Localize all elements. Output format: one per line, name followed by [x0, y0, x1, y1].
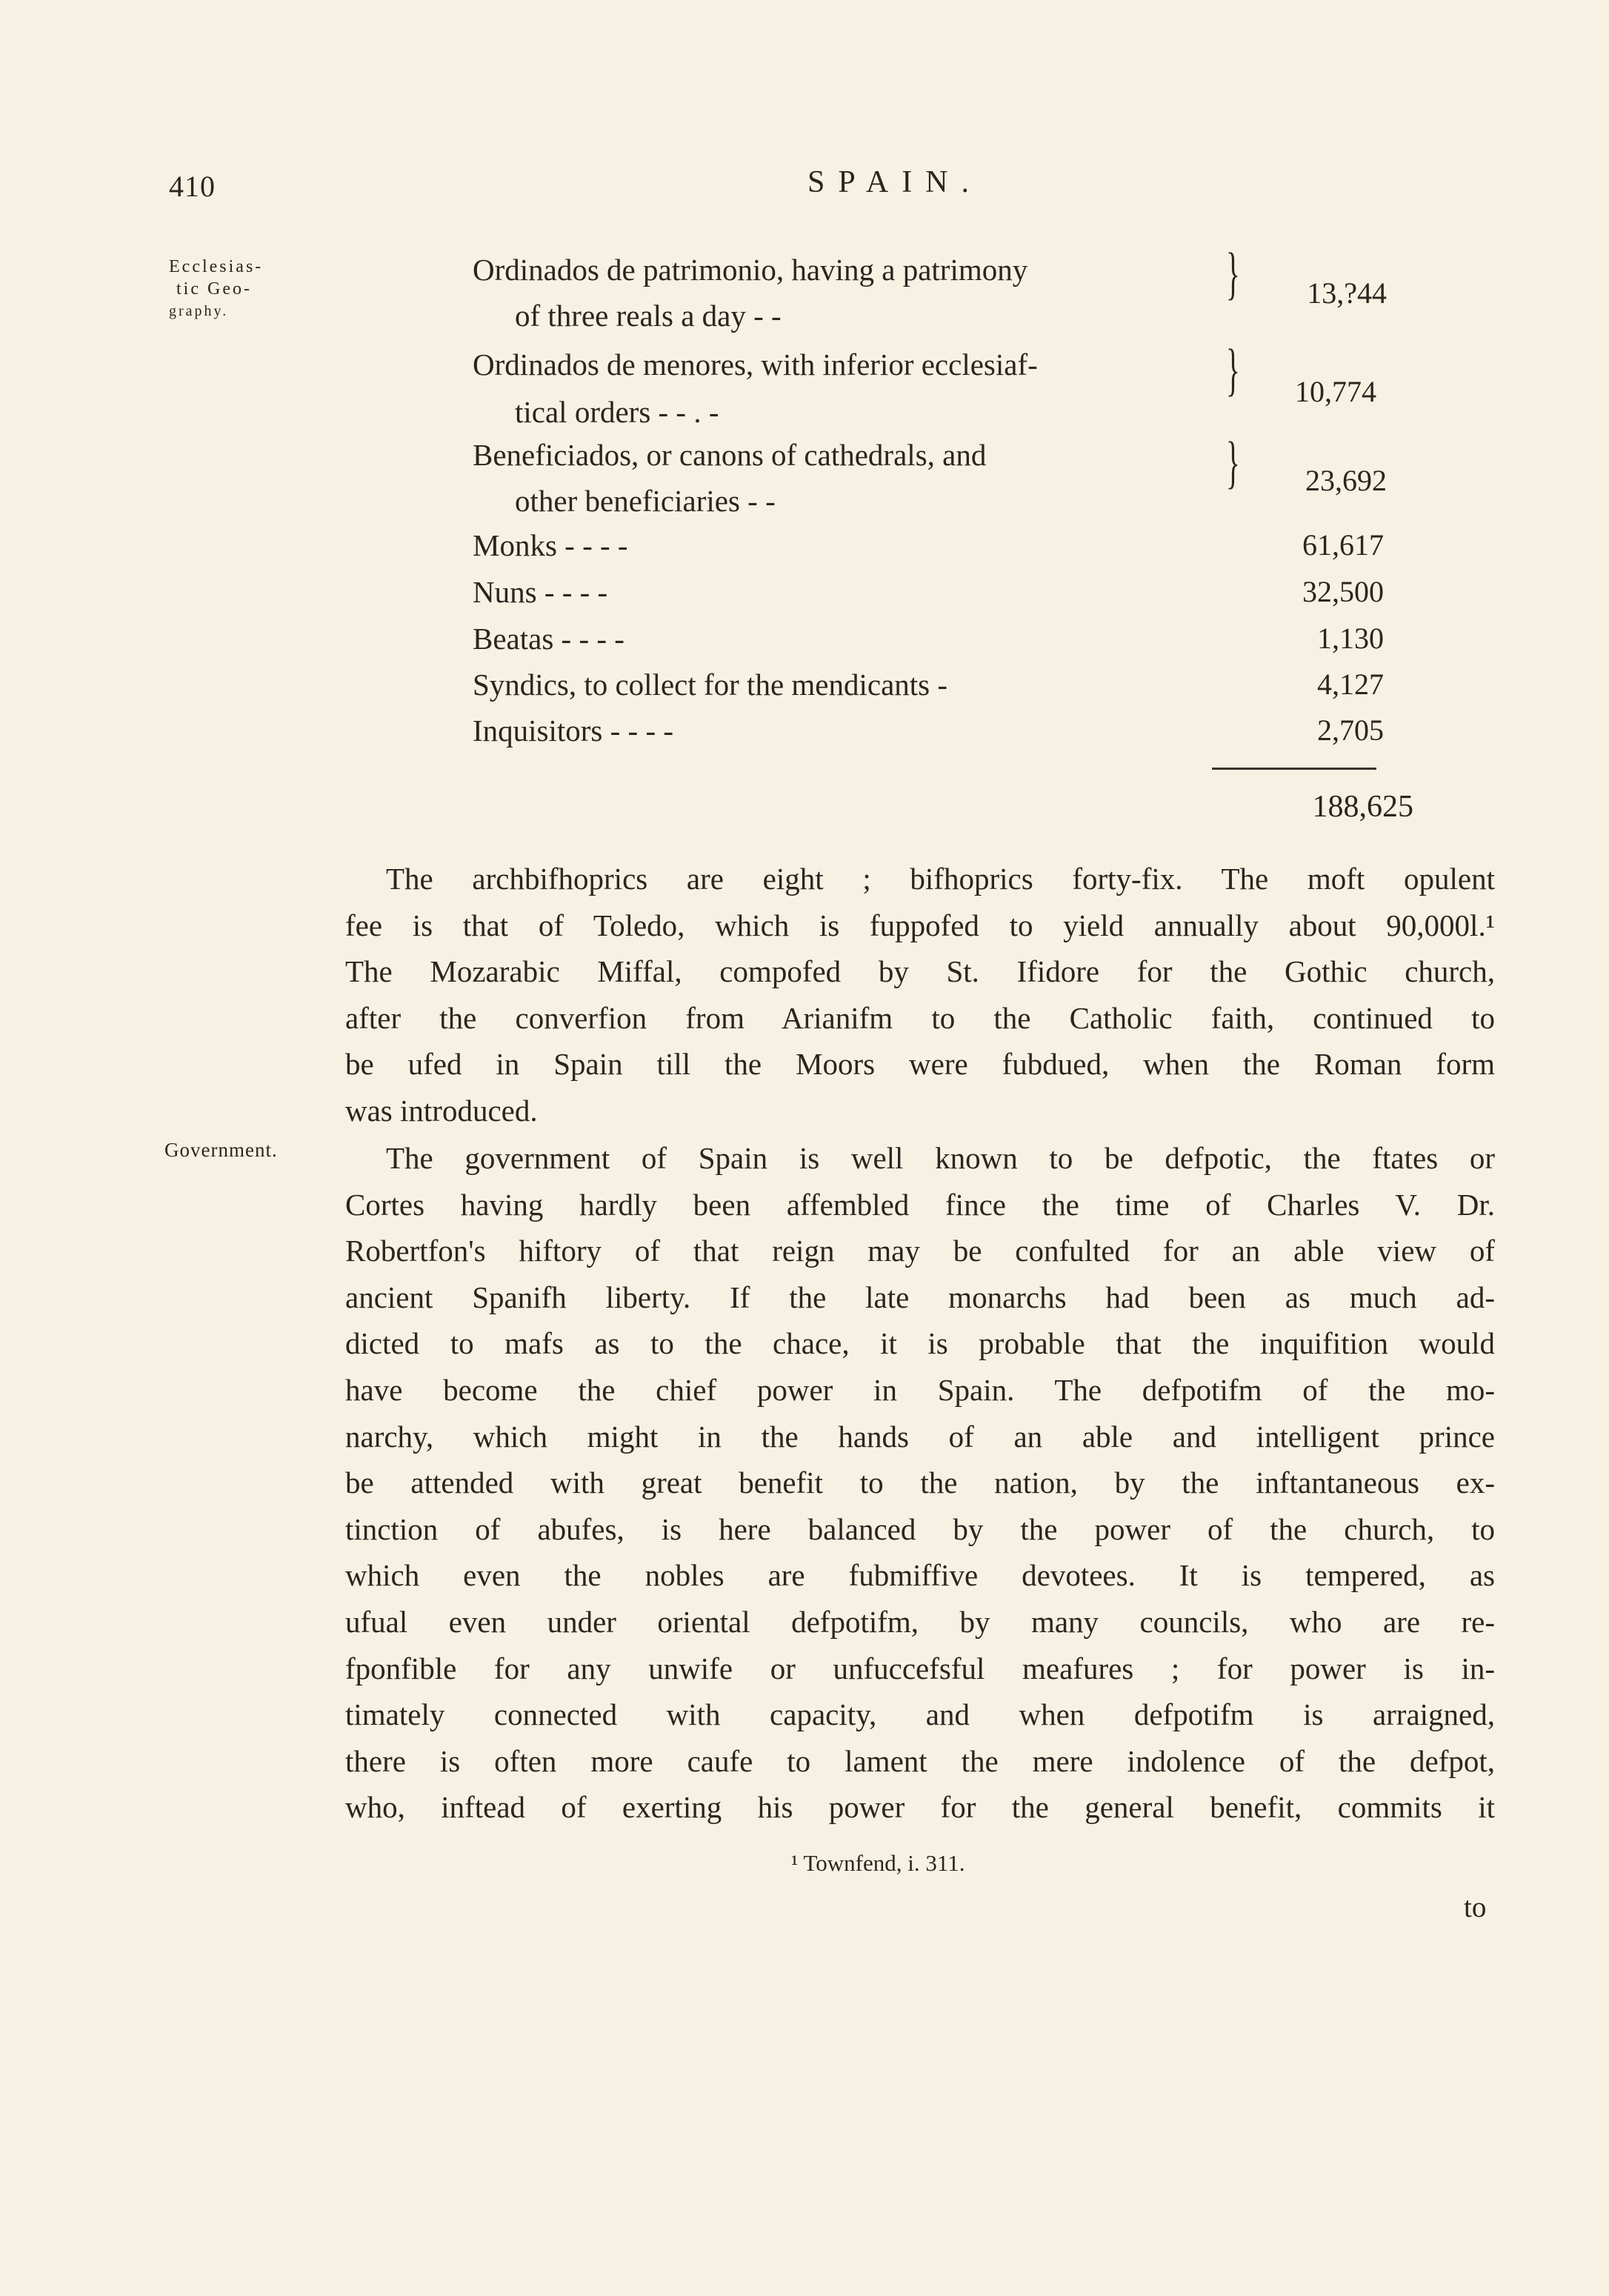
text-line: The government of Spain is well known to be defpotic, the ftates or: [386, 1141, 1495, 1175]
running-title: SPAIN.: [807, 165, 983, 199]
text-line: The Mozarabic Miffal, compofed by St. Ifidore for the Gothic church,: [345, 954, 1495, 989]
table-row-label: Syndics, to collect for the mendicants -: [473, 668, 948, 702]
table-row-value: 61,617: [1302, 528, 1384, 562]
sidenote-line: tic Geo-: [176, 279, 252, 299]
text-line: have become the chief power in Spain. The defpotifm of the mo-: [345, 1372, 1495, 1407]
paragraph-government: [345, 1135, 1495, 1831]
table-row-label: Nuns - - - -: [473, 575, 608, 609]
text-line: The archbifhoprics are eight ; bifhoprics forty-fix. The moft opulent: [386, 862, 1495, 896]
text-line: Robertfon's hiftory of that reign may be confulted for an able view of: [345, 1234, 1495, 1268]
table-row-label: Monks - - - -: [473, 528, 628, 562]
table-row-label: Ordinados de menores, with inferior ecclesiaf-: [473, 347, 1038, 382]
table-row-value: 1,130: [1317, 622, 1384, 655]
table-row-value: 13,?44: [1307, 276, 1387, 310]
table-row-label: Beatas - - - -: [473, 622, 624, 656]
table-row-value: 2,705: [1317, 713, 1384, 747]
table-row-label: Inquisitors - - - -: [473, 713, 674, 748]
text-line: dicted to mafs as to the chace, it is probable that the inquifition would: [345, 1326, 1495, 1361]
sum-rule: [1212, 768, 1376, 770]
table-row-value: 32,500: [1302, 575, 1384, 608]
table-row-value: 10,774: [1295, 375, 1376, 408]
sidenote-line: graphy.: [169, 303, 229, 319]
text-line: ufual even under oriental defpotifm, by many councils, who are re-: [345, 1604, 1495, 1639]
text-line: Cortes having hardly been affembled fince the time of Charles V. Dr.: [345, 1187, 1495, 1222]
table-row-label: tical orders - - . -: [515, 395, 719, 429]
text-line: timately connected with capacity, and when defpotifm is arraigned,: [345, 1697, 1495, 1732]
text-line: tinction of abufes, is here balanced by the power of the church, to: [345, 1511, 1495, 1546]
brace: }: [1226, 337, 1240, 402]
table-row-value: 4,127: [1317, 668, 1384, 701]
table-row-label: Ordinados de patrimonio, having a patrimony: [473, 253, 1028, 287]
table-total: 188,625: [1312, 790, 1413, 824]
text-line: after the converfion from Arianifm to the Catholic faith, continued to: [345, 1000, 1495, 1035]
brace: }: [1226, 430, 1240, 494]
sidenote-government: Government.: [164, 1139, 278, 1161]
text-line: fee is that of Toledo, which is fuppofed to yield annually about 90,000l.¹: [345, 908, 1495, 942]
text-line: fponfible for any unwife or unfuccefsful meafures ; for power is in-: [345, 1651, 1495, 1686]
text-line: be attended with great benefit to the nation, by the inftantaneous ex-: [345, 1465, 1495, 1500]
text-line: there is often more caufe to lament the mere indolence of the defpot,: [345, 1743, 1495, 1778]
sidenote-ecclesiastic-geography: [169, 256, 263, 322]
table-row-label: other beneficiaries - -: [515, 484, 776, 518]
paragraph-archbishoprics: [345, 856, 1495, 1134]
text-line: which even the nobles are fubmiffive devotees. It is tempered, as: [345, 1558, 1495, 1593]
text-line: was introduced.: [345, 1093, 538, 1128]
text-line: narchy, which might in the hands of an able and intelligent prince: [345, 1419, 1495, 1454]
text-line: who, inftead of exerting his power for the general benefit, commits it: [345, 1790, 1495, 1825]
footnote: ¹ Townfend, i. 311.: [791, 1850, 965, 1876]
text-line: be ufed in Spain till the Moors were fubdued, when the Roman form: [345, 1047, 1495, 1082]
catchword: to: [1464, 1891, 1487, 1923]
text-line: ancient Spanifh liberty. If the late monarchs had been as much ad-: [345, 1280, 1495, 1314]
table-row-label: Beneficiados, or canons of cathedrals, and: [473, 438, 987, 472]
page-number: 410: [169, 170, 216, 203]
table-row-label: of three reals a day - -: [515, 299, 782, 333]
table-row-value: 23,692: [1305, 464, 1387, 497]
sidenote-line: Ecclesias-: [169, 257, 264, 276]
brace: }: [1226, 241, 1240, 305]
